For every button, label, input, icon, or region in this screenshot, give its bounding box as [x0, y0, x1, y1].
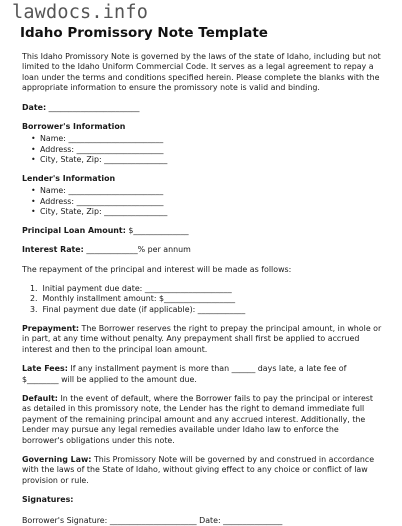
governing-law-text: This Promissory Note will be governed by and construed in accordance with the laws of the State of Idaho, without giving effect to any choice or conflict of law provision or rule. — [22, 454, 375, 485]
late-fees-label: Late Fees: — [22, 364, 68, 374]
prepayment-text: The Borrower reserves the right to prepay the principal amount, in whole or in part, at any time without penalty. Any prepayment shall first be applied to accrued interest and then to the principal loan amount. — [22, 323, 382, 354]
document-body — [22, 52, 382, 526]
lender-heading: Lender's Information — [22, 174, 116, 184]
interest-label: Interest Rate: — [22, 245, 84, 255]
lender-city-field: • City, State, Zip: ________________ — [40, 207, 382, 217]
principal-field — [22, 226, 382, 236]
lender-name-field: • Name: ________________________ — [40, 186, 382, 196]
date-field — [22, 103, 382, 113]
repayment-item-text: Monthly installment amount: $__________________ — [42, 294, 236, 304]
lender-info-list — [22, 186, 382, 217]
document-title: Idaho Promissory Note Template — [20, 25, 268, 41]
borrower-name-field: • Name: ________________________ — [40, 134, 382, 144]
list-number: 3. — [30, 304, 38, 314]
interest-blank: _____________% per annum — [86, 245, 191, 255]
repayment-item — [30, 284, 382, 294]
default-clause — [22, 394, 382, 446]
list-number: 2. — [30, 294, 38, 304]
borrower-heading: Borrower's Information — [22, 122, 126, 132]
governing-law-clause — [22, 455, 382, 486]
borrower-address-field: • Address: ______________________ — [40, 145, 382, 155]
repayment-item — [30, 304, 382, 315]
prepayment-label: Prepayment: — [22, 323, 80, 333]
repayment-list — [22, 284, 382, 315]
intro-paragraph: This Idaho Promissory Note is governed by the laws of the state of Idaho, including but not limited to the Idaho Uniform Commercial Code. It serves as a legal agreement to repay a loan under the terms and conditions specified herein. Please complete the blanks with the appropriate information to ensure the promissory note is valid and binding. — [22, 52, 381, 93]
principal-label: Principal Loan Amount: — [22, 226, 126, 236]
repayment-lead: The repayment of the principal and interest will be made as follows: — [22, 264, 292, 274]
default-label: Default: — [22, 393, 58, 403]
prepayment-clause — [22, 324, 382, 355]
late-fees-clause — [22, 364, 382, 385]
borrower-city-field: • City, State, Zip: ________________ — [40, 155, 382, 165]
repayment-item-text: Final payment due date (if applicable): ____________ — [42, 304, 246, 314]
late-fees-text: If any installment payment is more than ______ days late, a late fee of $________ will be applied to the amount due. — [22, 364, 347, 384]
default-text: In the event of default, where the Borrower fails to pay the principal or interest as detailed in this promissory note, the Lender has the right to demand immediate full payment of the remaining principal amount and any accrued interest. Additionally, the Lender may pursue any legal remedies available under Idaho law to enforce the borrower's obligations under this note. — [22, 393, 374, 445]
principal-blank: $______________ — [128, 226, 189, 236]
borrower-signature-line: Borrower's Signature: ______________________ Date: _______________ — [22, 515, 283, 525]
list-number: 1. — [30, 284, 38, 294]
date-label: Date: — [22, 102, 47, 112]
signatures-heading: Signatures: — [22, 495, 74, 505]
site-watermark: lawdocs.info — [12, 2, 149, 23]
lender-address-field: • Address: ______________________ — [40, 197, 382, 207]
date-blank: _______________________ — [48, 102, 140, 112]
repayment-item-text: Initial payment due date: ______________________ — [42, 284, 232, 294]
interest-field — [22, 245, 382, 255]
governing-law-label: Governing Law: — [22, 454, 92, 464]
repayment-item — [30, 294, 382, 304]
borrower-info-list — [22, 134, 382, 165]
